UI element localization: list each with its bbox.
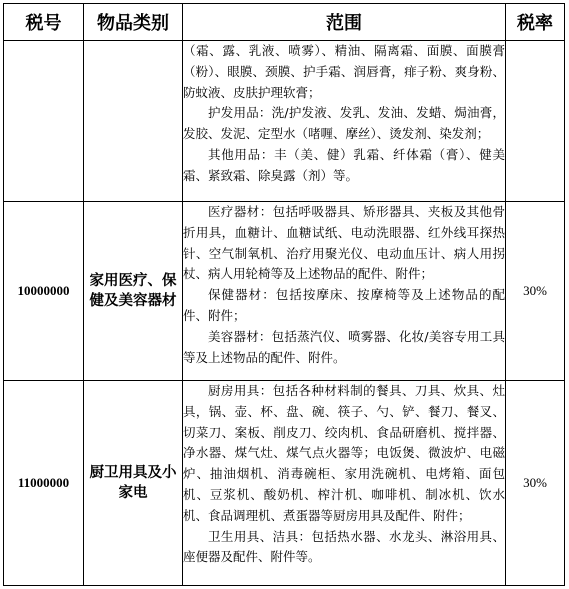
table-row (4, 381, 565, 586)
header-category: 物品类别 (84, 4, 183, 41)
scope-paragraph: 保健器材：包括按摩床、按摩椅等及上述物品的配件、附件； (183, 287, 505, 323)
scope-paragraph: （霜、露、乳液、喷雾）、精油、隔离霜、面膜、面膜膏（粉）、眼膜、颈膜、护手霜、润唇膏，痱子粉、爽身粉、防蚊液、皮肤护理软膏； (183, 43, 505, 100)
tax-rate-cell (506, 41, 565, 202)
header-scope: 范围 (183, 4, 506, 41)
scope-paragraph: 厨房用具：包括各种材料制的餐具、刀具、炊具、灶具，锅、壶、杯、盘、碗、筷子、勺、铲、餐刀、餐叉、切菜刀、案板、削皮刀、绞肉机、食品研磨机、搅拌器、净水器、煤气灶、煤气点火器等；电饭煲、微波炉、电磁炉、抽油烟机、消毒碗柜、家用洗碗机、电烤箱、面包机、豆浆机、酸奶机、榨汁机、咖啡机、制冰机、饮水机、食品调理机、煮蛋器等厨房用具及配件、附件； (183, 383, 505, 523)
tax-number-cell (4, 41, 84, 202)
scope-cell (183, 381, 506, 586)
tariff-table (3, 3, 565, 586)
tax-number-cell: 11000000 (4, 381, 84, 586)
scope-paragraph: 美容器材：包括蒸汽仪、喷雾器、化妆/美容专用工具等及上述物品的配件、附件。 (183, 328, 505, 365)
scope-cell (183, 202, 506, 381)
scope-cell (183, 41, 506, 202)
header-row (4, 4, 565, 41)
category-cell: 家用医疗、保健及美容器材 (84, 202, 183, 381)
table-row (4, 41, 565, 202)
tax-rate-cell: 30% (506, 202, 565, 381)
header-tax-rate: 税率 (506, 4, 565, 41)
tax-rate-cell: 30% (506, 381, 565, 586)
table-row (4, 202, 565, 381)
scope-paragraph: 卫生用具、洁具：包括热水器、水龙头、淋浴用具、座便器及配件、附件等。 (183, 528, 505, 565)
scope-paragraph: 护发用品：洗/护发液、发乳、发油、发蜡、焗油膏，发胶、发泥、定型水（啫喱、摩丝）、烫发剂、染发剂； (183, 105, 505, 142)
tax-number-cell: 10000000 (4, 202, 84, 381)
header-tax-number: 税号 (4, 4, 84, 41)
category-cell (84, 41, 183, 202)
category-cell: 厨卫用具及小家电 (84, 381, 183, 586)
scope-paragraph: 其他用品：丰（美、健）乳霜、纤体霜（膏）、健美霜、紧致霜、除臭露（剂）等。 (183, 146, 505, 183)
scope-paragraph: 医疗器材：包括呼吸器具、矫形器具、夹板及其他骨折用具，血糖计、血糖试纸、电动洗眼器、红外线耳探热针、空气制氧机、治疗用聚光仪、电动血压计、病人用拐杖、病人用轮椅等及上述物品的配件、附件； (183, 204, 505, 282)
